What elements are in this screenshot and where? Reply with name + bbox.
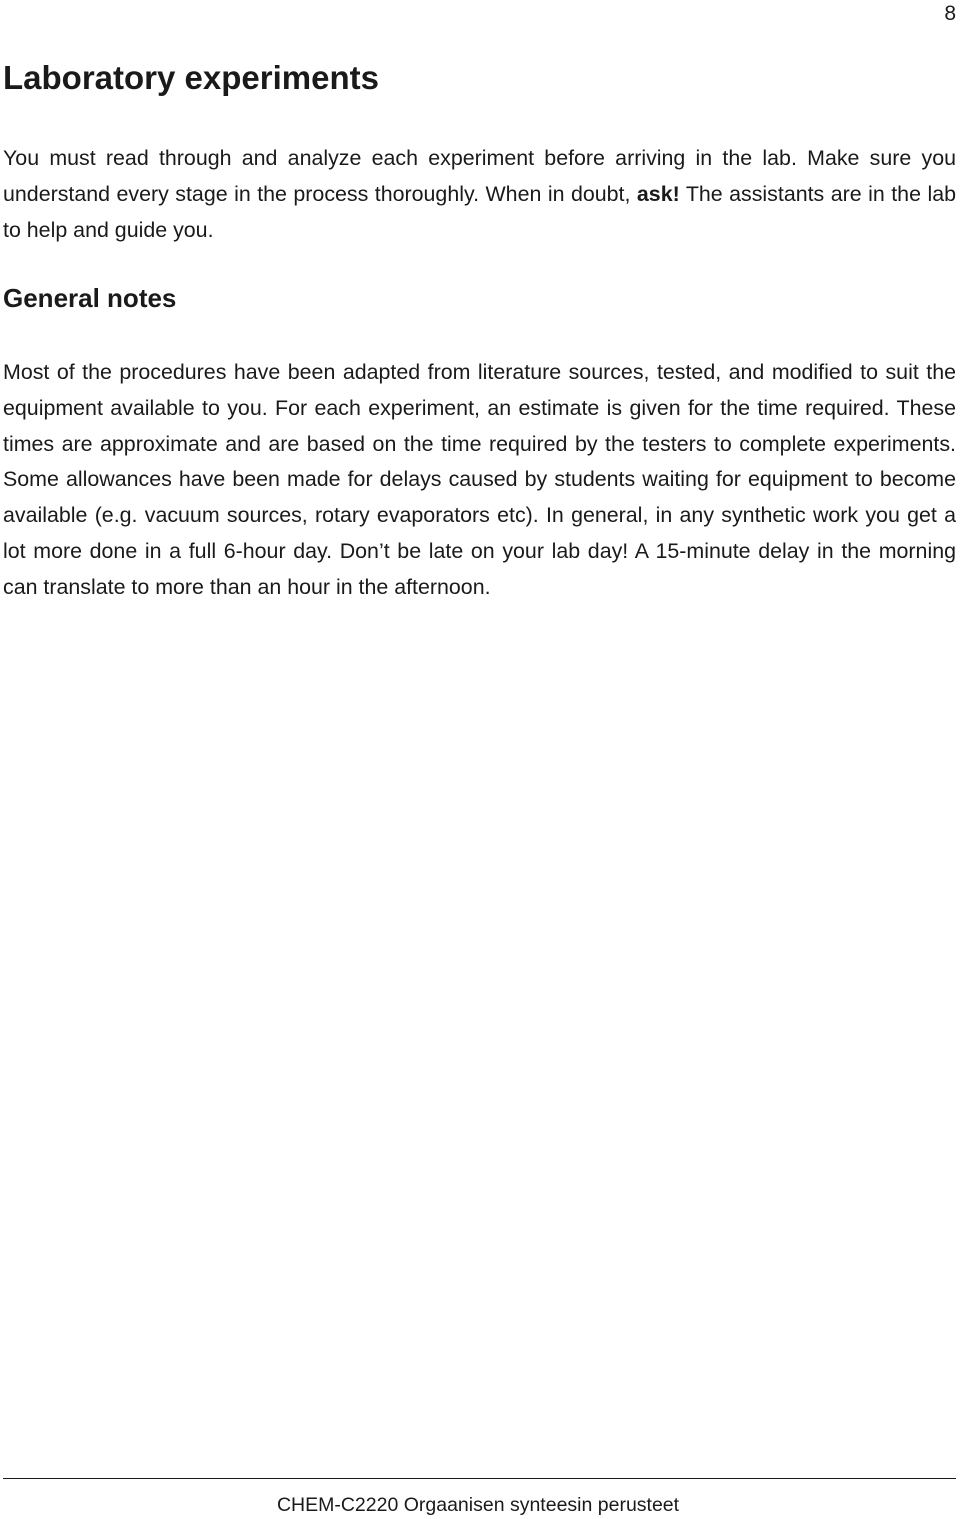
section-heading-general-notes: General notes <box>3 283 177 313</box>
intro-text-part1: You must read through and analyze each experiment before arriving in the lab. Make sure you understand every stage in the process thoroughly. When in doubt, <box>3 146 956 206</box>
footer-course-title: CHEM-C2220 Orgaanisen synteesin perusteet <box>276 1494 680 1516</box>
page-number: 8 <box>944 2 956 25</box>
page-title: Laboratory experiments <box>3 59 379 96</box>
intro-emphasis: ask! <box>636 182 680 206</box>
footer-divider <box>3 1478 956 1479</box>
intro-text-part2: The assistants are in the lab to help and guide you. <box>3 182 956 242</box>
intro-paragraph <box>3 140 956 248</box>
general-notes-paragraph: Most of the procedures have been adapted from literature sources, tested, and modified to suit the equipment available to you. For each experiment, an estimate is given for the time required. These times are approximate and are based on the time required by the testers to complete experiments. Some allowances have been made for delays caused by students waiting for equipment to become available (e.g. vacuum sources, rotary evaporators etc). In general, in any synthetic work you get a lot more done in a full 6-hour day. Don’t be late on your lab day! A 15-minute delay in the morning can translate to more than an hour in the afternoon. <box>3 360 956 599</box>
